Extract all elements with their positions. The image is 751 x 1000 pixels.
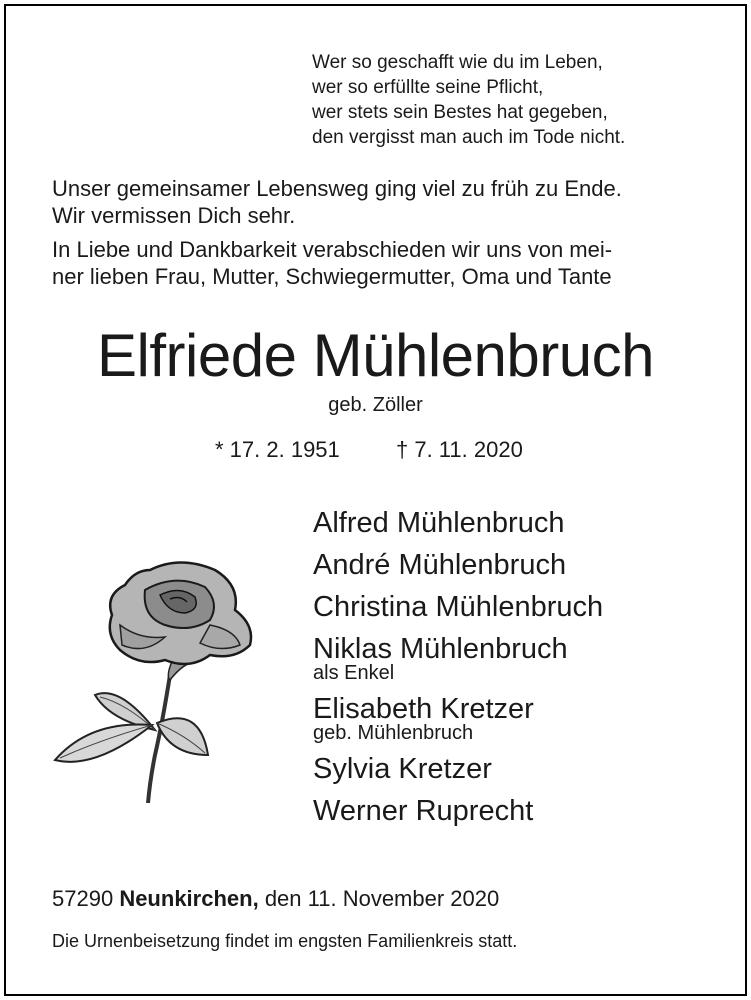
mourner-name: Werner Ruprecht [313,795,534,827]
mourner [313,628,603,684]
poem-line: wer so erfüllte seine Pflicht, [312,77,544,98]
intro-line: Wir vermissen Dich sehr. [52,203,296,228]
poem-line: den vergisst man auch im Tode nicht. [312,127,626,148]
obituary-frame [4,4,747,996]
date: den 11. November 2020 [264,886,500,911]
poem-line: Wer so geschafft wie du im Leben, [312,52,603,73]
intro-line: ner lieben Frau, Mutter, Schwiegermutter, Oma und Tante [52,264,612,289]
place-date-line [52,886,499,912]
mourner-relation: geb. Mühlenbruch [313,722,474,744]
death-date: † 7. 11. 2020 [396,437,523,462]
zip-code: 57290 [52,886,114,911]
mourner [313,544,603,586]
birth-date: * 17. 2. 1951 [215,437,340,462]
intro-line: Unser gemeinsamer Lebensweg ging viel zu früh zu Ende. [52,176,622,201]
poem-line: wer stets sein Bestes hat gegeben, [312,102,608,123]
city: Neunkirchen, [119,886,259,911]
mourner [313,748,603,790]
poem [312,50,625,150]
intro-line: In Liebe und Dankbarkeit verabschieden wir uns von mei- [52,237,613,262]
mourner-name: Christina Mühlenbruch [313,591,604,623]
mourner-name: Alfred Mühlenbruch [313,507,565,539]
mourner-name: André Mühlenbruch [313,549,567,581]
mourner-relation: als Enkel [313,662,395,684]
intro-text [52,175,622,290]
mourner-name: Sylvia Kretzer [313,753,492,785]
rose-icon [50,555,265,805]
deceased-maiden-name: geb. Zöller [328,394,423,416]
mourner-name: Niklas Mühlenbruch [313,633,568,665]
mourner [313,502,603,544]
mourners-list [313,502,603,832]
burial-note: Die Urnenbeisetzung findet im engsten Familienkreis statt. [52,931,518,951]
mourner [313,688,603,744]
deceased-name: Elfriede Mühlenbruch [97,322,654,389]
mourner [313,586,603,628]
mourner-name: Elisabeth Kretzer [313,693,534,725]
mourner [313,790,603,832]
